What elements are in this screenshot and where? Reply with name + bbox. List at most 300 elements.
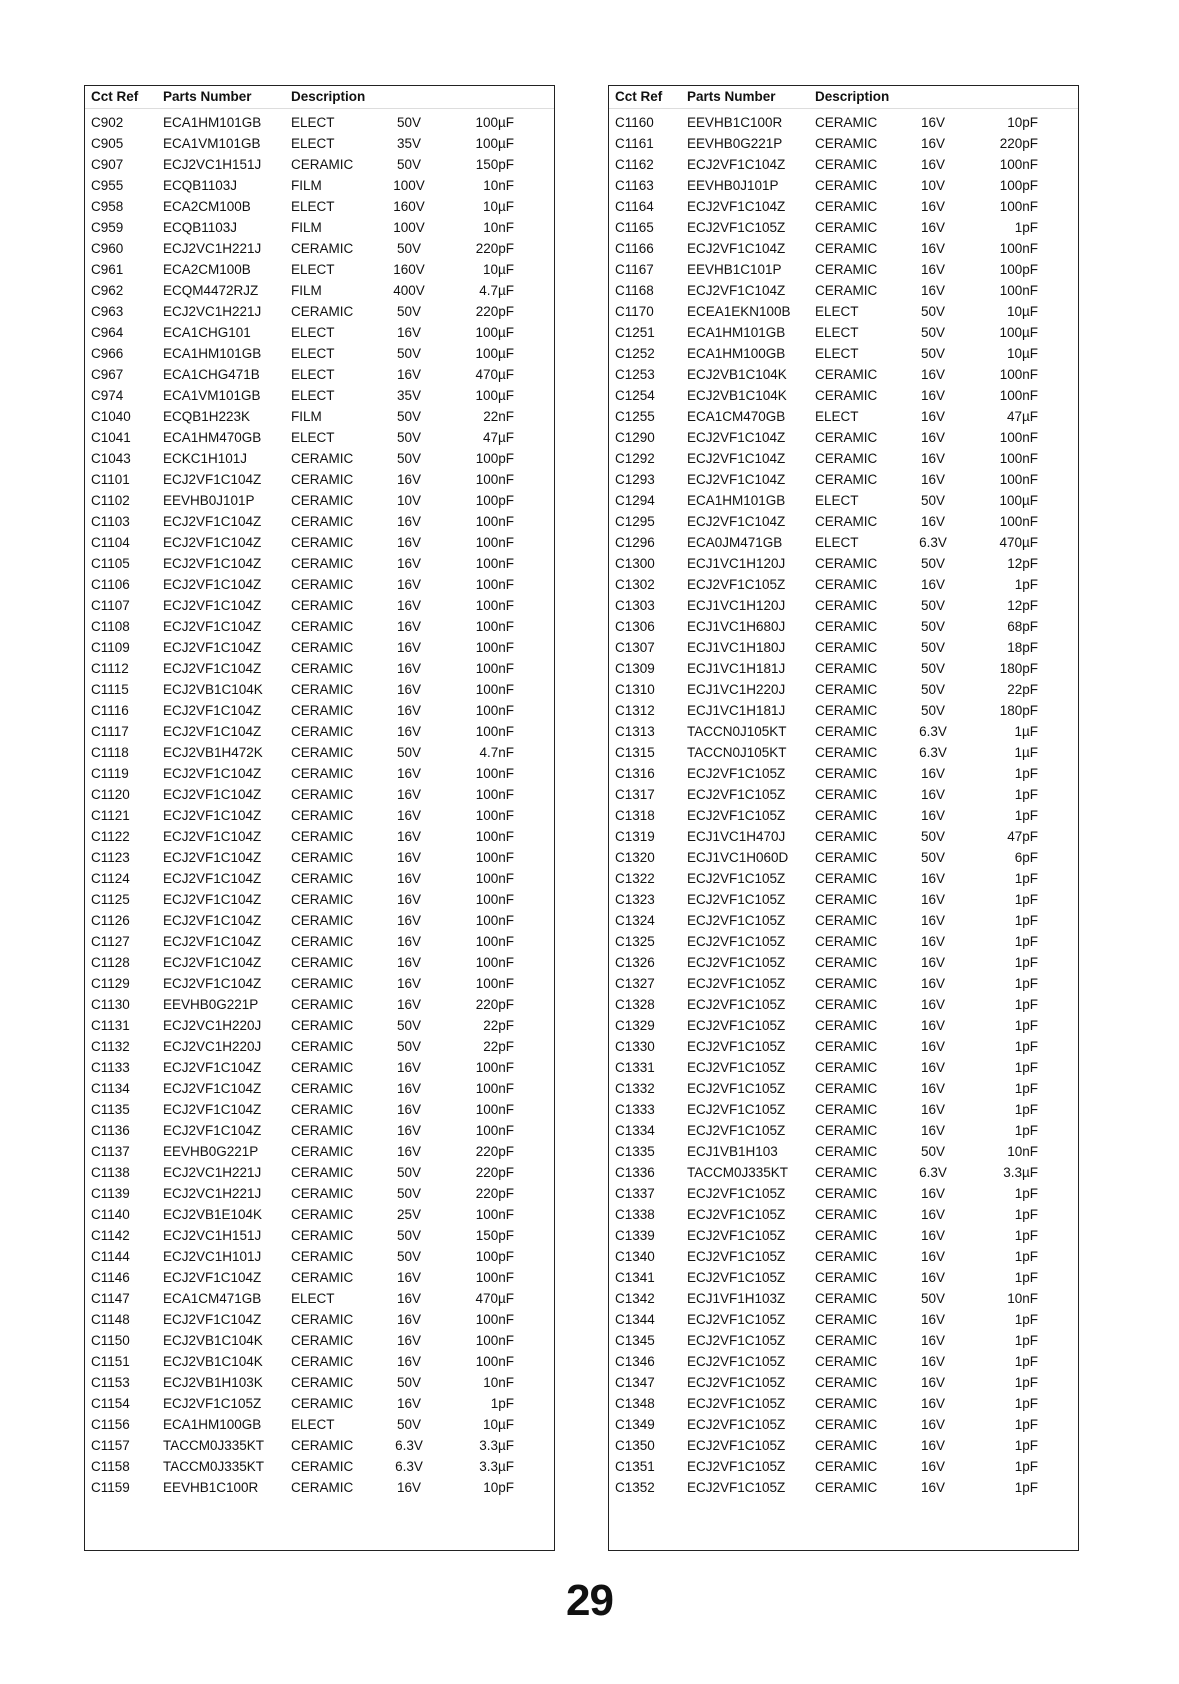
cct-ref-cell: C1154 xyxy=(91,1396,130,1411)
cct-ref-cell: C902 xyxy=(91,115,124,130)
table-row xyxy=(609,1289,1078,1310)
voltage-cell: 16V xyxy=(920,388,946,403)
table-row xyxy=(609,743,1078,764)
description-cell: CERAMIC xyxy=(291,157,354,172)
cct-ref-cell: C1133 xyxy=(91,1060,130,1075)
value-cell: 22nF xyxy=(483,409,514,424)
value-cell: 10µF xyxy=(482,1417,514,1432)
value-cell: 100µF xyxy=(999,493,1038,508)
voltage-cell: 50V xyxy=(396,115,422,130)
parts-number-cell: ECJ2VF1C104Z xyxy=(163,577,262,592)
voltage-cell: 16V xyxy=(396,955,422,970)
parts-number-cell: ECJ1VC1H470J xyxy=(687,829,786,844)
table-row xyxy=(85,1142,554,1163)
description-cell: CERAMIC xyxy=(815,451,878,466)
table-row xyxy=(85,680,554,701)
voltage-cell: 16V xyxy=(920,1375,946,1390)
description-cell: ELECT xyxy=(815,325,859,340)
value-cell: 1pF xyxy=(1014,1249,1038,1264)
table-row xyxy=(609,911,1078,932)
cct-ref-cell: C1341 xyxy=(615,1270,655,1285)
table-row xyxy=(609,323,1078,344)
voltage-cell: 16V xyxy=(920,1039,946,1054)
description-cell: ELECT xyxy=(291,430,335,445)
voltage-cell: 16V xyxy=(920,220,946,235)
description-cell: CERAMIC xyxy=(815,388,878,403)
description-cell: CERAMIC xyxy=(815,913,878,928)
table-row xyxy=(609,386,1078,407)
cct-ref-cell: C1161 xyxy=(615,136,654,151)
voltage-cell: 100V xyxy=(393,220,425,235)
cct-ref-cell: C1348 xyxy=(615,1396,655,1411)
cct-ref-cell: C1338 xyxy=(615,1207,655,1222)
value-cell: 10pF xyxy=(483,1480,514,1495)
value-cell: 1pF xyxy=(1014,577,1038,592)
description-cell: CERAMIC xyxy=(291,472,354,487)
value-cell: 220pF xyxy=(475,997,514,1012)
value-cell: 10µF xyxy=(1006,304,1038,319)
value-cell: 6pF xyxy=(1014,850,1038,865)
right-table-header xyxy=(609,86,1078,109)
table-row xyxy=(609,827,1078,848)
parts-number-cell: ECJ2VF1C104Z xyxy=(163,514,262,529)
value-cell: 100nF xyxy=(999,283,1038,298)
description-cell: ELECT xyxy=(291,1417,335,1432)
table-row xyxy=(85,1121,554,1142)
description-cell: CERAMIC xyxy=(291,997,354,1012)
table-row xyxy=(85,617,554,638)
description-cell: CERAMIC xyxy=(291,493,354,508)
table-row xyxy=(85,1478,554,1499)
parts-number-cell: ECJ2VF1C104Z xyxy=(163,472,262,487)
voltage-cell: 16V xyxy=(920,1102,946,1117)
table-row xyxy=(85,974,554,995)
value-cell: 22pF xyxy=(1007,682,1038,697)
cct-ref-cell: C1334 xyxy=(615,1123,655,1138)
parts-number-cell: ECJ2VF1C105Z xyxy=(687,1270,786,1285)
voltage-cell: 16V xyxy=(920,262,946,277)
table-row xyxy=(609,1163,1078,1184)
voltage-cell: 50V xyxy=(920,493,946,508)
parts-number-cell: ECJ2VC1H221J xyxy=(163,241,262,256)
value-cell: 220pF xyxy=(999,136,1038,151)
cct-ref-cell: C958 xyxy=(91,199,124,214)
voltage-cell: 6.3V xyxy=(919,535,947,550)
value-cell: 100nF xyxy=(999,367,1038,382)
cct-ref-cell: C1117 xyxy=(91,724,129,739)
voltage-cell: 25V xyxy=(396,1207,422,1222)
description-cell: ELECT xyxy=(291,115,335,130)
value-cell: 220pF xyxy=(475,1165,514,1180)
parts-number-cell: ECA1HM101GB xyxy=(163,346,262,361)
cct-ref-cell: C907 xyxy=(91,157,124,172)
voltage-cell: 16V xyxy=(396,367,422,382)
table-row xyxy=(85,134,554,155)
voltage-cell: 16V xyxy=(396,1354,422,1369)
value-cell: 10µF xyxy=(1006,346,1038,361)
table-row xyxy=(609,554,1078,575)
description-cell: CERAMIC xyxy=(291,1186,354,1201)
parts-number-cell: ECJ2VF1C104Z xyxy=(163,640,262,655)
cct-ref-cell: C1120 xyxy=(91,787,130,802)
table-row xyxy=(85,344,554,365)
value-cell: 150pF xyxy=(475,1228,514,1243)
table-row xyxy=(85,1100,554,1121)
description-cell: CERAMIC xyxy=(815,1354,878,1369)
table-row xyxy=(85,995,554,1016)
voltage-cell: 50V xyxy=(396,409,422,424)
cct-ref-cell: C1342 xyxy=(615,1291,655,1306)
table-row xyxy=(85,470,554,491)
parts-number-cell: ECJ2VB1C104K xyxy=(687,367,787,382)
cct-ref-cell: C1326 xyxy=(615,955,655,970)
parts-number-cell: ECJ2VF1C105Z xyxy=(687,1438,786,1453)
value-cell: 100nF xyxy=(999,241,1038,256)
value-cell: 4.7nF xyxy=(479,745,514,760)
table-row xyxy=(85,806,554,827)
value-cell: 1pF xyxy=(1014,1060,1038,1075)
cct-ref-cell: C1255 xyxy=(615,409,655,424)
table-row xyxy=(85,407,554,428)
table-row xyxy=(85,1268,554,1289)
parts-number-cell: ECJ2VF1C104Z xyxy=(687,157,786,172)
value-cell: 220pF xyxy=(475,1144,514,1159)
cct-ref-cell: C1330 xyxy=(615,1039,655,1054)
description-cell: CERAMIC xyxy=(815,997,878,1012)
voltage-cell: 16V xyxy=(920,1333,946,1348)
parts-number-cell: ECJ2VF1C105Z xyxy=(687,934,786,949)
description-cell: ELECT xyxy=(291,136,335,151)
table-row xyxy=(609,449,1078,470)
description-cell: CERAMIC xyxy=(815,892,878,907)
table-row xyxy=(85,1436,554,1457)
cct-ref-cell: C905 xyxy=(91,136,124,151)
value-cell: 100nF xyxy=(475,1081,514,1096)
cct-ref-cell: C1296 xyxy=(615,535,655,550)
description-cell: CERAMIC xyxy=(815,1165,878,1180)
voltage-cell: 16V xyxy=(920,1354,946,1369)
voltage-cell: 16V xyxy=(396,535,422,550)
value-cell: 10nF xyxy=(1007,1291,1038,1306)
table-row xyxy=(85,323,554,344)
description-cell: CERAMIC xyxy=(291,1375,354,1390)
parts-number-cell: ECA2CM100B xyxy=(163,262,251,277)
table-row xyxy=(609,1226,1078,1247)
parts-number-cell: ECJ2VF1C105Z xyxy=(687,1060,786,1075)
cct-ref-cell: C1158 xyxy=(91,1459,130,1474)
description-cell: CERAMIC xyxy=(815,1396,878,1411)
voltage-cell: 16V xyxy=(396,1060,422,1075)
cct-ref-cell: C1313 xyxy=(615,724,655,739)
parts-number-cell: ECJ2VF1C104Z xyxy=(163,1270,262,1285)
value-cell: 100pF xyxy=(999,262,1038,277)
parts-number-cell: ECJ2VF1C105Z xyxy=(687,1102,786,1117)
cct-ref-cell: C1349 xyxy=(615,1417,655,1432)
value-cell: 470µF xyxy=(999,535,1038,550)
voltage-cell: 16V xyxy=(396,892,422,907)
description-cell: CERAMIC xyxy=(291,1438,354,1453)
description-cell: ELECT xyxy=(815,493,859,508)
description-cell: CERAMIC xyxy=(291,766,354,781)
parts-number-cell: ECJ2VF1C104Z xyxy=(163,1312,262,1327)
cct-ref-cell: C966 xyxy=(91,346,124,361)
parts-number-cell: ECA0JM471GB xyxy=(687,535,783,550)
value-cell: 100nF xyxy=(475,1102,514,1117)
voltage-cell: 16V xyxy=(920,1312,946,1327)
cct-ref-cell: C1322 xyxy=(615,871,655,886)
table-row xyxy=(609,1436,1078,1457)
voltage-cell: 16V xyxy=(920,367,946,382)
cct-ref-cell: C1131 xyxy=(91,1018,130,1033)
table-row xyxy=(609,932,1078,953)
parts-number-cell: ECJ2VF1C104Z xyxy=(163,598,262,613)
description-cell: CERAMIC xyxy=(291,1396,354,1411)
parts-number-cell: ECJ2VF1C105Z xyxy=(687,808,786,823)
value-cell: 100nF xyxy=(999,157,1038,172)
voltage-cell: 35V xyxy=(396,136,422,151)
cct-ref-cell: C1309 xyxy=(615,661,655,676)
description-cell: CERAMIC xyxy=(815,1480,878,1495)
table-row xyxy=(85,365,554,386)
value-cell: 100pF xyxy=(475,451,514,466)
voltage-cell: 16V xyxy=(920,1480,946,1495)
description-cell: CERAMIC xyxy=(291,1480,354,1495)
cct-ref-cell: C1251 xyxy=(615,325,655,340)
voltage-cell: 16V xyxy=(396,1396,422,1411)
cct-ref-cell: C1107 xyxy=(91,598,130,613)
parts-number-cell: EEVHB1C100R xyxy=(163,1480,259,1495)
voltage-cell: 16V xyxy=(396,1123,422,1138)
parts-number-cell: ECJ2VF1C104Z xyxy=(687,451,786,466)
voltage-cell: 50V xyxy=(920,850,946,865)
value-cell: 100nF xyxy=(475,892,514,907)
value-cell: 12pF xyxy=(1007,556,1038,571)
voltage-cell: 50V xyxy=(396,430,422,445)
description-cell: CERAMIC xyxy=(815,514,878,529)
table-row xyxy=(85,197,554,218)
value-cell: 100nF xyxy=(475,661,514,676)
voltage-cell: 16V xyxy=(920,1060,946,1075)
value-cell: 100nF xyxy=(475,703,514,718)
description-cell: CERAMIC xyxy=(815,871,878,886)
value-cell: 68pF xyxy=(1007,619,1038,634)
description-cell: CERAMIC xyxy=(815,199,878,214)
value-cell: 10nF xyxy=(483,1375,514,1390)
cct-ref-cell: C1329 xyxy=(615,1018,655,1033)
table-row xyxy=(609,344,1078,365)
value-cell: 10µF xyxy=(482,262,514,277)
voltage-cell: 16V xyxy=(920,1249,946,1264)
cct-ref-cell: C1315 xyxy=(615,745,655,760)
header-parts-number: Parts Number xyxy=(163,89,252,104)
parts-number-cell: ECJ2VF1C104Z xyxy=(687,199,786,214)
table-row xyxy=(609,869,1078,890)
description-cell: CERAMIC xyxy=(815,976,878,991)
table-row xyxy=(609,218,1078,239)
cct-ref-cell: C1307 xyxy=(615,640,655,655)
parts-number-cell: ECJ2VB1C104K xyxy=(687,388,787,403)
description-cell: CERAMIC xyxy=(291,1270,354,1285)
description-cell: FILM xyxy=(291,283,322,298)
parts-number-cell: ECJ2VF1C104Z xyxy=(163,1081,262,1096)
voltage-cell: 16V xyxy=(920,913,946,928)
cct-ref-cell: C1128 xyxy=(91,955,130,970)
cct-ref-cell: C1165 xyxy=(615,220,654,235)
voltage-cell: 16V xyxy=(920,997,946,1012)
voltage-cell: 16V xyxy=(920,1417,946,1432)
table-row xyxy=(85,155,554,176)
table-row xyxy=(85,932,554,953)
table-row xyxy=(609,470,1078,491)
value-cell: 3.3µF xyxy=(1003,1165,1038,1180)
cct-ref-cell: C974 xyxy=(91,388,124,403)
value-cell: 100nF xyxy=(475,682,514,697)
description-cell: CERAMIC xyxy=(815,1186,878,1201)
voltage-cell: 16V xyxy=(396,1291,422,1306)
table-row xyxy=(85,1079,554,1100)
description-cell: ELECT xyxy=(291,199,335,214)
cct-ref-cell: C1130 xyxy=(91,997,130,1012)
voltage-cell: 100V xyxy=(393,178,425,193)
voltage-cell: 16V xyxy=(920,451,946,466)
value-cell: 12pF xyxy=(1007,598,1038,613)
description-cell: CERAMIC xyxy=(815,1333,878,1348)
cct-ref-cell: C961 xyxy=(91,262,124,277)
voltage-cell: 16V xyxy=(396,1102,422,1117)
cct-ref-cell: C1102 xyxy=(91,493,130,508)
page-number: 29 xyxy=(566,1576,613,1625)
description-cell: CERAMIC xyxy=(815,136,878,151)
description-cell: CERAMIC xyxy=(291,304,354,319)
cct-ref-cell: C1135 xyxy=(91,1102,130,1117)
cct-ref-cell: C1312 xyxy=(615,703,655,718)
value-cell: 100nF xyxy=(475,619,514,634)
voltage-cell: 16V xyxy=(920,1459,946,1474)
voltage-cell: 35V xyxy=(396,388,422,403)
value-cell: 100nF xyxy=(475,556,514,571)
table-row xyxy=(85,1415,554,1436)
parts-number-cell: ECA1VM101GB xyxy=(163,136,261,151)
voltage-cell: 16V xyxy=(920,1186,946,1201)
table-row xyxy=(609,1268,1078,1289)
cct-ref-cell: C959 xyxy=(91,220,124,235)
parts-number-cell: ECJ1VC1H181J xyxy=(687,703,786,718)
voltage-cell: 50V xyxy=(396,1039,422,1054)
description-cell: CERAMIC xyxy=(815,1438,878,1453)
parts-number-cell: ECJ2VF1C105Z xyxy=(687,1459,786,1474)
description-cell: CERAMIC xyxy=(291,1060,354,1075)
left-table-body xyxy=(85,113,554,1499)
cct-ref-cell: C1293 xyxy=(615,472,655,487)
table-row xyxy=(609,638,1078,659)
voltage-cell: 50V xyxy=(920,661,946,676)
cct-ref-cell: C1166 xyxy=(615,241,654,256)
voltage-cell: 50V xyxy=(396,1417,422,1432)
voltage-cell: 6.3V xyxy=(395,1438,423,1453)
table-row xyxy=(609,155,1078,176)
parts-number-cell: ECJ2VC1H151J xyxy=(163,1228,262,1243)
value-cell: 100nF xyxy=(475,1354,514,1369)
parts-number-cell: ECA2CM100B xyxy=(163,199,251,214)
description-cell: CERAMIC xyxy=(815,1375,878,1390)
voltage-cell: 16V xyxy=(396,619,422,634)
cct-ref-cell: C1325 xyxy=(615,934,655,949)
parts-number-cell: ECJ2VC1H220J xyxy=(163,1018,262,1033)
parts-number-cell: ECJ2VF1C104Z xyxy=(163,1102,262,1117)
table-row xyxy=(609,785,1078,806)
cct-ref-cell: C1294 xyxy=(615,493,655,508)
description-cell: FILM xyxy=(291,178,322,193)
table-row xyxy=(609,1331,1078,1352)
cct-ref-cell: C1124 xyxy=(91,871,130,886)
parts-number-cell: ECA1CM471GB xyxy=(163,1291,262,1306)
parts-number-cell: ECJ2VF1C104Z xyxy=(163,892,262,907)
parts-number-cell: ECQB1103J xyxy=(163,178,238,193)
voltage-cell: 50V xyxy=(396,241,422,256)
cct-ref-cell: C1156 xyxy=(91,1417,130,1432)
parts-number-cell: ECJ1VC1H120J xyxy=(687,598,786,613)
value-cell: 100µF xyxy=(475,325,514,340)
value-cell: 1pF xyxy=(490,1396,514,1411)
voltage-cell: 16V xyxy=(396,1480,422,1495)
value-cell: 1pF xyxy=(1014,1228,1038,1243)
value-cell: 1µF xyxy=(1014,724,1038,739)
voltage-cell: 16V xyxy=(396,577,422,592)
value-cell: 100nF xyxy=(475,1312,514,1327)
voltage-cell: 50V xyxy=(920,1144,946,1159)
description-cell: CERAMIC xyxy=(291,661,354,676)
value-cell: 100pF xyxy=(475,1249,514,1264)
description-cell: CERAMIC xyxy=(815,283,878,298)
table-row xyxy=(609,1478,1078,1499)
voltage-cell: 50V xyxy=(396,1165,422,1180)
value-cell: 47µF xyxy=(482,430,514,445)
parts-number-cell: ECJ2VF1C104Z xyxy=(163,1060,262,1075)
voltage-cell: 10V xyxy=(920,178,946,193)
table-row xyxy=(85,554,554,575)
voltage-cell: 16V xyxy=(396,661,422,676)
voltage-cell: 16V xyxy=(396,871,422,886)
voltage-cell: 16V xyxy=(920,766,946,781)
cct-ref-cell: C1043 xyxy=(91,451,131,466)
table-row xyxy=(85,1373,554,1394)
cct-ref-cell: C1324 xyxy=(615,913,655,928)
value-cell: 1pF xyxy=(1014,1375,1038,1390)
table-row xyxy=(609,764,1078,785)
description-cell: CERAMIC xyxy=(815,955,878,970)
table-row xyxy=(609,596,1078,617)
parts-number-cell: ECJ2VF1C105Z xyxy=(687,1375,786,1390)
value-cell: 47µF xyxy=(1006,409,1038,424)
description-cell: CERAMIC xyxy=(815,640,878,655)
cct-ref-cell: C1252 xyxy=(615,346,655,361)
parts-number-cell: ECKC1H101J xyxy=(163,451,248,466)
value-cell: 10µF xyxy=(482,199,514,214)
parts-number-cell: ECA1CHG101 xyxy=(163,325,251,340)
voltage-cell: 16V xyxy=(396,703,422,718)
cct-ref-cell: C1146 xyxy=(91,1270,130,1285)
table-row xyxy=(85,512,554,533)
table-row xyxy=(85,1331,554,1352)
cct-ref-cell: C1138 xyxy=(91,1165,130,1180)
voltage-cell: 16V xyxy=(396,829,422,844)
cct-ref-cell: C1132 xyxy=(91,1039,130,1054)
cct-ref-cell: C1339 xyxy=(615,1228,655,1243)
table-row xyxy=(85,1352,554,1373)
cct-ref-cell: C1317 xyxy=(615,787,655,802)
voltage-cell: 16V xyxy=(920,934,946,949)
parts-number-cell: ECJ2VF1C105Z xyxy=(687,1207,786,1222)
